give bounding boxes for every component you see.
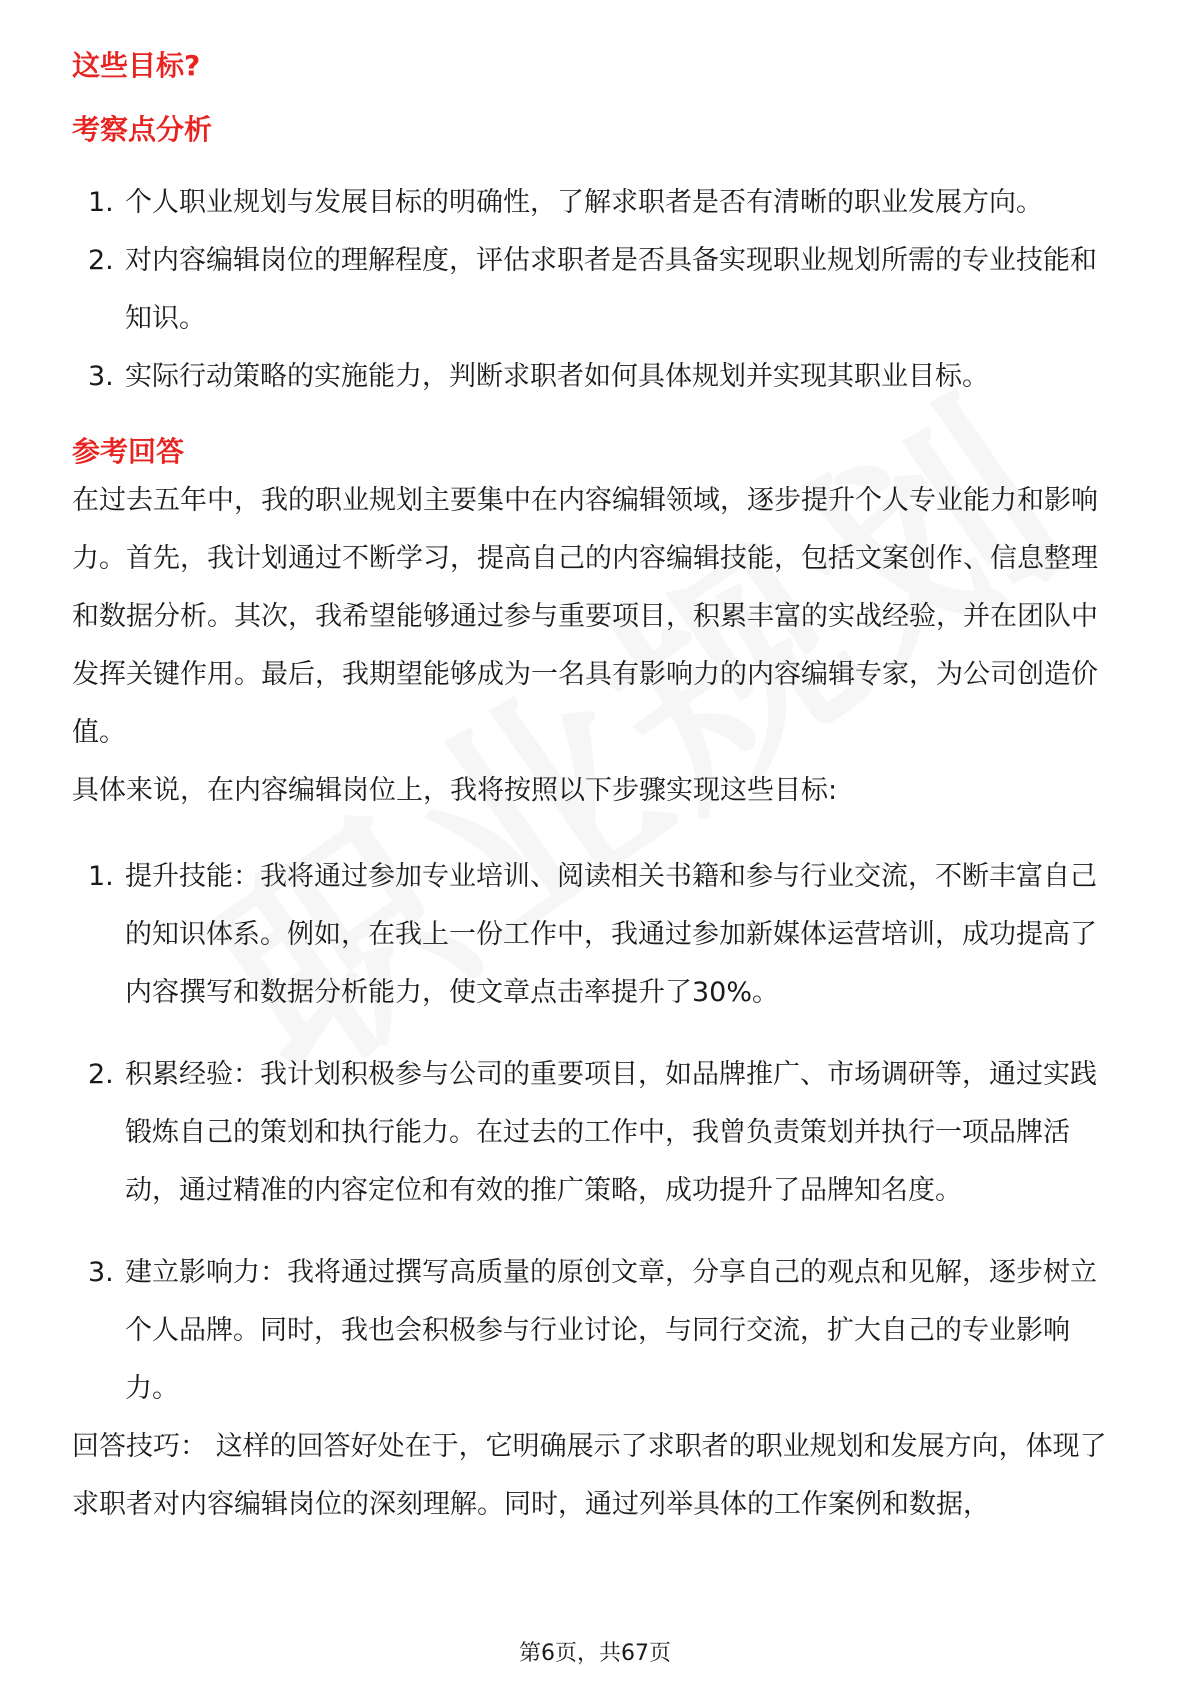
list-number: 3. (88, 1257, 114, 1288)
list-number: 1. (88, 861, 114, 892)
list-text: 对内容编辑岗位的理解程度，评估求职者是否具备实现职业规划所需的专业技能和知识。 (125, 245, 1097, 334)
list-item (72, 1244, 1122, 1418)
steps-list (72, 848, 1122, 1418)
answer-intro-paragraph: 在过去五年中，我的职业规划主要集中在内容编辑领域，逐步提升个人专业能力和影响力。首先，我计划通过不断学习，提高自己的内容编辑技能，包括文案创作、信息整理和数据分析。其次，我希望能够通过参与重要项目，积累丰富的实战经验，并在团队中发挥关键作用。最后，我期望能够成为一名具有影响力的内容编辑专家，为公司创造价值。 (72, 485, 1098, 748)
list-text: 个人职业规划与发展目标的明确性，了解求职者是否有清晰的职业发展方向。 (125, 187, 1043, 218)
document-page (72, 46, 1122, 1534)
list-text: 实际行动策略的实施能力，判断求职者如何具体规划并实现其职业目标。 (125, 361, 989, 392)
answer-heading: 参考回答 (72, 435, 185, 468)
list-number: 2. (88, 1059, 114, 1090)
list-number: 2. (88, 245, 114, 276)
list-item (72, 232, 1122, 348)
answer-tip-paragraph: 回答技巧： 这样的回答好处在于，它明确展示了求职者的职业规划和发展方向，体现了求职者对内容编辑岗位的深刻理解。同时，通过列举具体的工作案例和数据， (72, 1431, 1107, 1520)
list-item (72, 174, 1122, 232)
analysis-list (72, 174, 1122, 406)
answer-specific-paragraph: 具体来说，在内容编辑岗位上，我将按照以下步骤实现这些目标: (72, 775, 838, 806)
page-footer: 第6页，共67页 (519, 1641, 671, 1666)
list-number: 3. (88, 361, 114, 392)
list-text: 提升技能：我将通过参加专业培训、阅读相关书籍和参与行业交流，不断丰富自己的知识体系。例如，在我上一份工作中，我通过参加新媒体运营培训，成功提高了内容撰写和数据分析能力，使文章点击率提升了30%。 (125, 861, 1097, 1008)
list-text: 积累经验：我计划积极参与公司的重要项目，如品牌推广、市场调研等，通过实践锻炼自己的策划和执行能力。在过去的工作中，我曾负责策划并执行一项品牌活动，通过精准的内容定位和有效的推广策略，成功提升了品牌知名度。 (125, 1059, 1097, 1206)
list-item (72, 348, 1122, 406)
list-item (72, 1046, 1122, 1220)
question-heading-tail: 这些目标? (72, 49, 201, 82)
list-number: 1. (88, 187, 114, 218)
analysis-heading: 考察点分析 (72, 113, 213, 146)
list-text: 建立影响力：我将通过撰写高质量的原创文章，分享自己的观点和见解，逐步树立个人品牌。同时，我也会积极参与行业讨论，与同行交流，扩大自己的专业影响力。 (125, 1257, 1097, 1404)
list-item (72, 848, 1122, 1022)
